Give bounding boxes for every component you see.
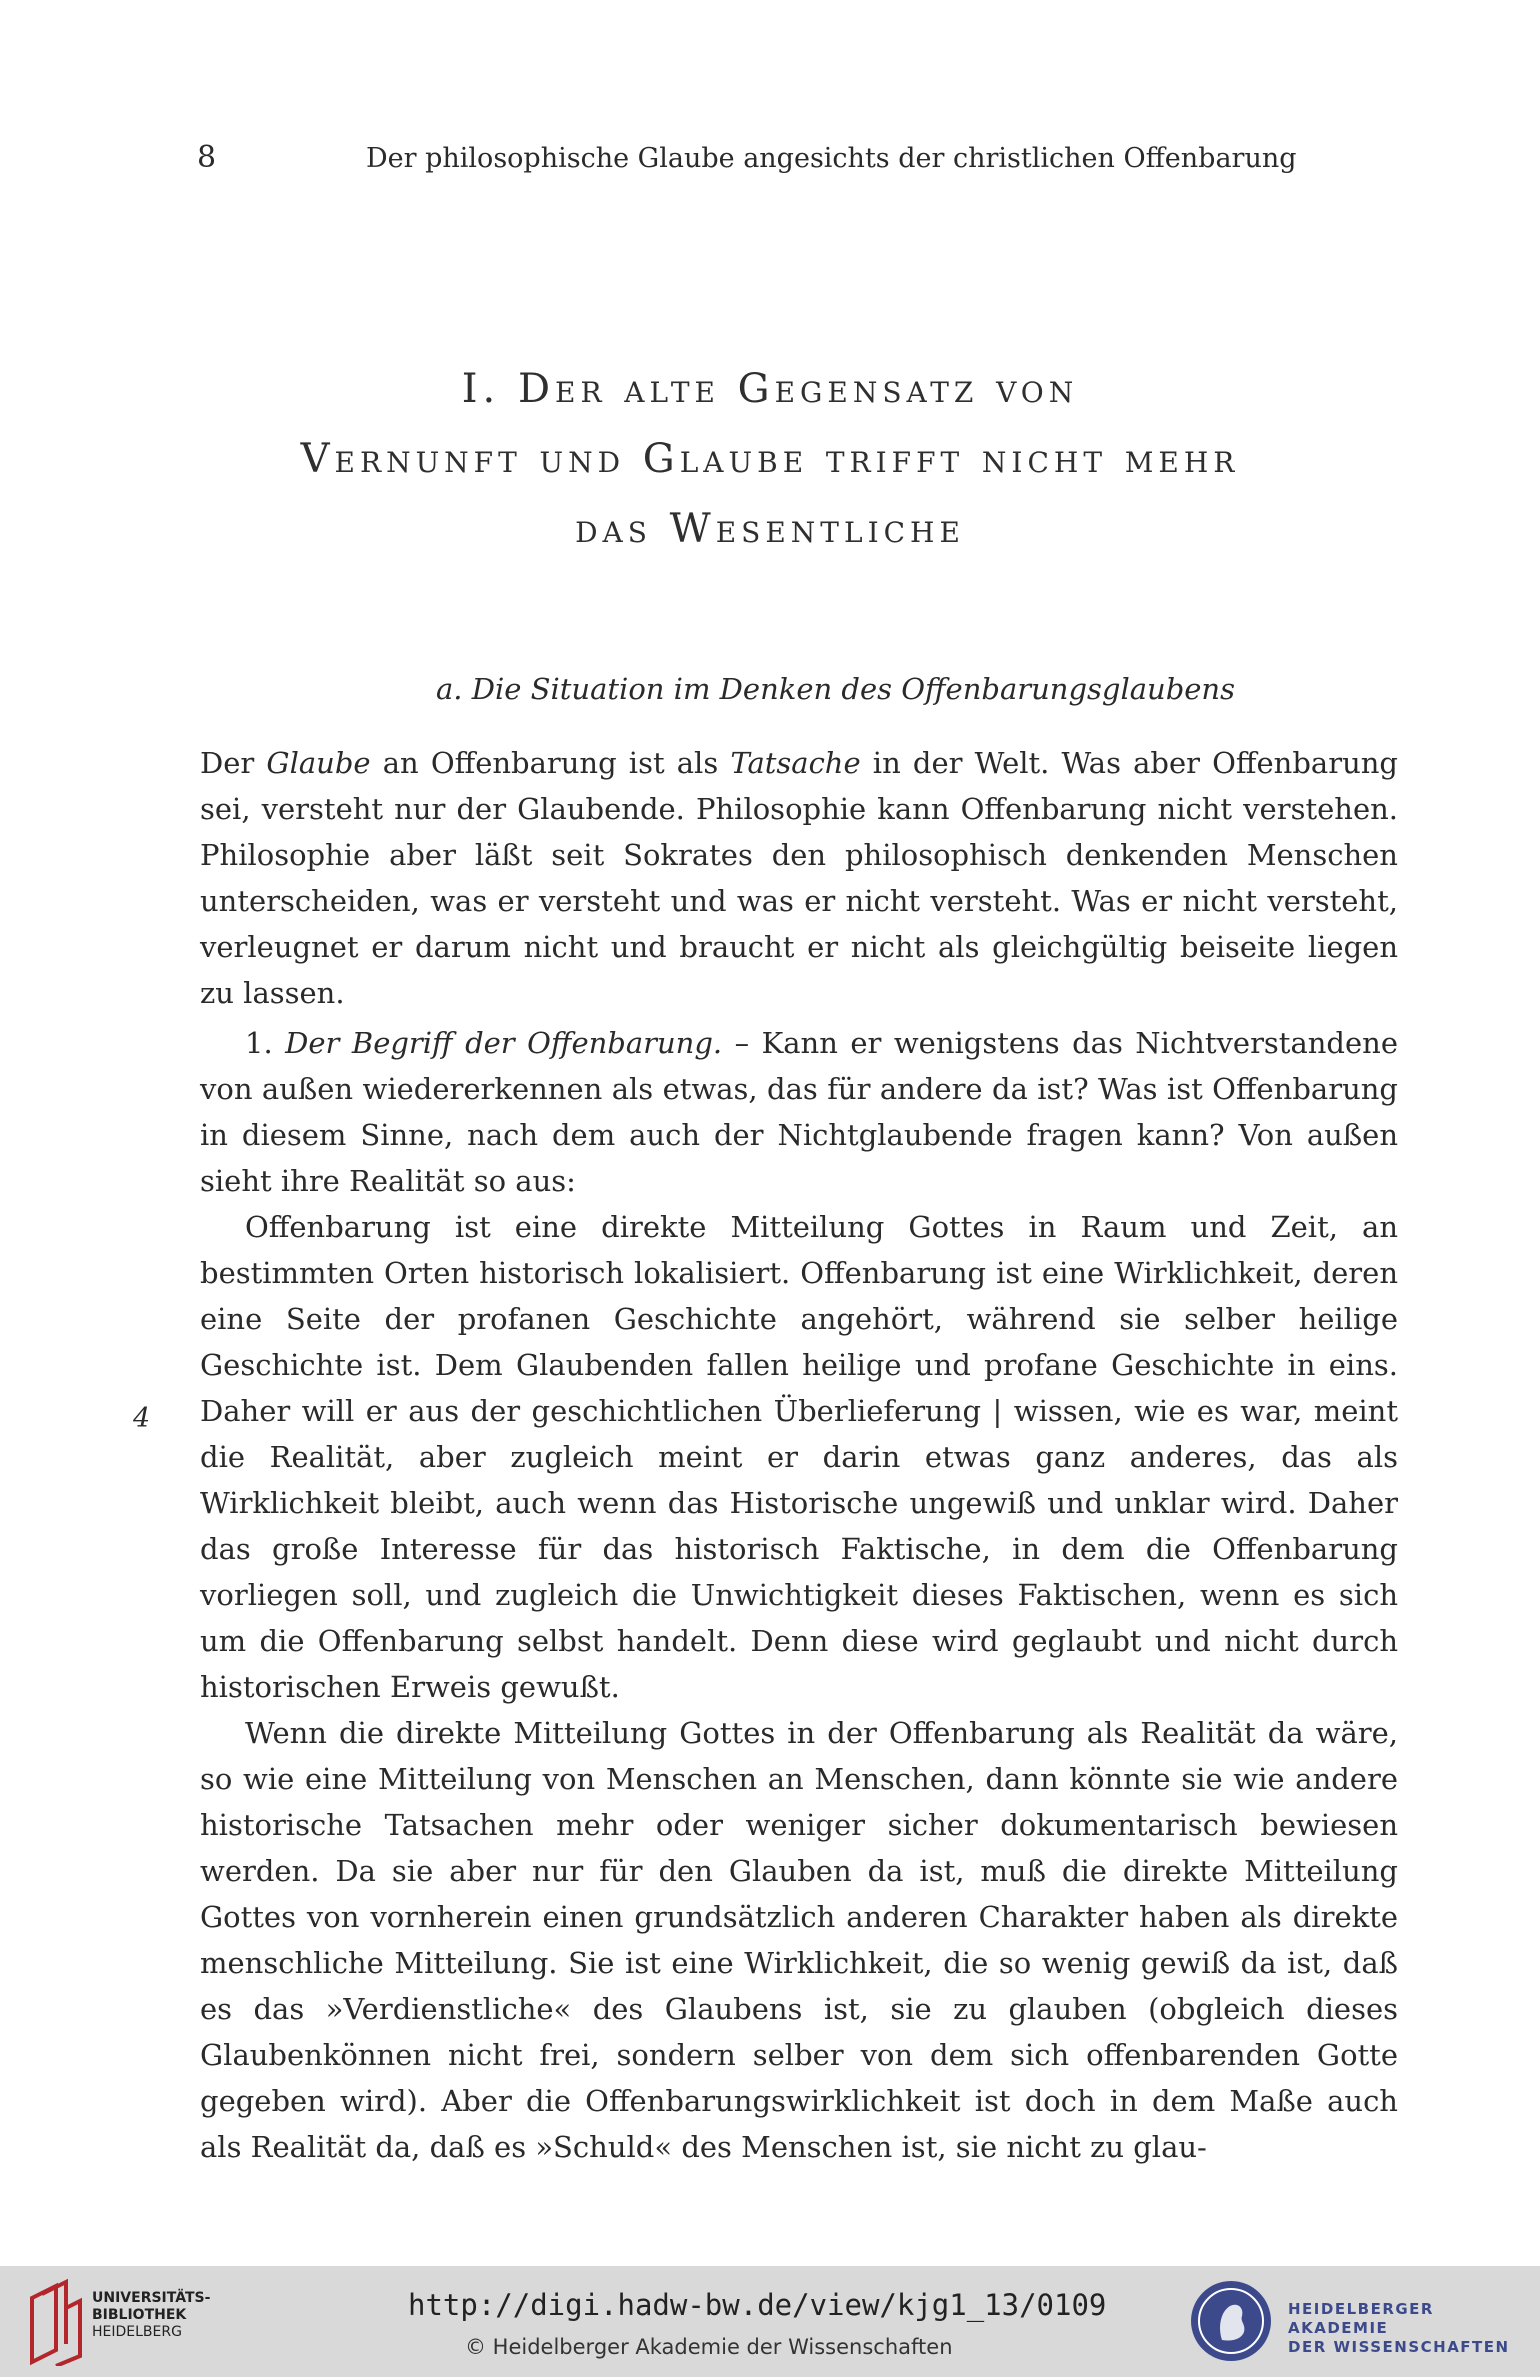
running-head: Der philosophische Glaube angesichts der christlichen Offenbarung <box>366 143 1297 174</box>
intro-emphasis-glaube: Glaube <box>266 746 371 780</box>
intro-emphasis-tatsache: Tatsache <box>730 746 861 780</box>
academy-label <box>1288 2300 1540 2357</box>
chapter-title-line-1: I. Der alte Gegensatz von <box>461 366 1079 412</box>
ub-label-line-3: HEIDELBERG <box>92 2324 182 2340</box>
margin-page-reference: 4 <box>133 1403 151 1434</box>
university-library-logo-icon <box>22 2278 84 2366</box>
concept-paragraph <box>200 1020 1398 1204</box>
concept-number: 1. <box>245 1026 286 1060</box>
concept-title: Der Begriff der Offenbarung. <box>285 1026 723 1060</box>
ub-label-line-2: BIBLIOTHEK <box>92 2307 187 2323</box>
academy-label-line-2: DER WISSENSCHAFTEN <box>1288 2338 1510 2356</box>
concept-text: – Kann er wenigstens das Nichtverstandene von außen wiedererkennen als etwas, das für andere da ist? Was ist Offenbarung in diesem Sinne, nach dem auch der Nichtglaubende fragen kann? Von außen sieht ihre Realität so aus: <box>200 1026 1398 1198</box>
paragraph-1: Offenbarung ist eine direkte Mitteilung Gottes in Raum und Zeit, an bestimmten Orten historisch lokalisiert. Offenbarung ist eine Wirklichkeit, deren eine Seite der profanen Geschichte angehört, während sie selber heilige Geschichte ist. Dem Glaubenden fallen heilige und profane Geschichte in eins. Daher will er aus der geschichtlichen Überlieferung | wissen, wie es war, meint die Realität, aber zugleich meint er darin etwas ganz anderes, das als Wirklichkeit bleibt, auch wenn das Historische ungewiß und unklar wird. Daher das große Interesse für das historisch Faktische, in dem die Offenbarung vorliegen soll, und zugleich die Unwichtigkeit dieses Faktischen, wenn es sich um die Offenbarung selbst handelt. Denn diese wird geglaubt und nicht durch historischen Erweis gewußt. <box>200 1210 1398 1704</box>
academy-label-line-1: HEIDELBERGER AKADEMIE <box>1288 2300 1434 2337</box>
ub-label-line-1: UNIVERSITÄTS- <box>92 2290 211 2306</box>
intro-paragraph <box>200 740 1398 1016</box>
page-number: 8 <box>197 140 217 175</box>
section-heading: a. Die Situation im Denken des Offenbarungsglaubens <box>436 672 1235 706</box>
main-body <box>200 1020 1398 2170</box>
chapter-title <box>0 354 1540 564</box>
intro-text-1: Der <box>200 746 267 780</box>
intro-text-2: an Offenbarung ist als <box>370 746 731 780</box>
chapter-title-line-2: Vernunft und Glaube trifft nicht mehr <box>300 436 1240 482</box>
academy-seal-icon <box>1188 2278 1274 2364</box>
copyright-notice: © Heidelberger Akademie der Wissenschaften <box>465 2335 953 2359</box>
chapter-title-line-3: das Wesentliche <box>575 506 965 552</box>
paragraph-2: Wenn die direkte Mitteilung Gottes in der Offenbarung als Realität da wäre, so wie eine Mitteilung von Menschen an Menschen, dann könnte sie wie andere historische Tatsachen mehr oder weniger sicher dokumentarisch bewiesen werden. Da sie aber nur für den Glauben da ist, muß die direkte Mitteilung Gottes von vornherein einen grundsätzlich anderen Charakter haben als direkte menschliche Mitteilung. Sie ist eine Wirklichkeit, die so wenig gewiß da ist, daß es das »Verdienstliche« des Glaubens ist, sie zu glauben (obgleich dieses Glaubenkönnen nicht frei, sondern selber von dem sich offenbarenden Gotte gegeben wird). Aber die Offenbarungswirklichkeit ist doch in dem Maße auch als Realität da, daß es »Schuld« des Menschen ist, sie nicht zu glau- <box>200 1716 1398 2164</box>
intro-text-3: in der Welt. Was aber Offenbarung sei, versteht nur der Glaubende. Philosophie kann Offenbarung nicht verstehen. Philosophie aber läßt seit Sokrates den philosophisch denkenden Menschen unterscheiden, was er versteht und was er nicht versteht. Was er nicht versteht, verleugnet er darum nicht und braucht er nicht als gleichgültig beiseite liegen zu lassen. <box>200 746 1398 1010</box>
source-url-link[interactable]: http://digi.hadw-bw.de/view/kjg1_13/0109 <box>408 2288 1107 2322</box>
university-library-label <box>92 2290 210 2341</box>
